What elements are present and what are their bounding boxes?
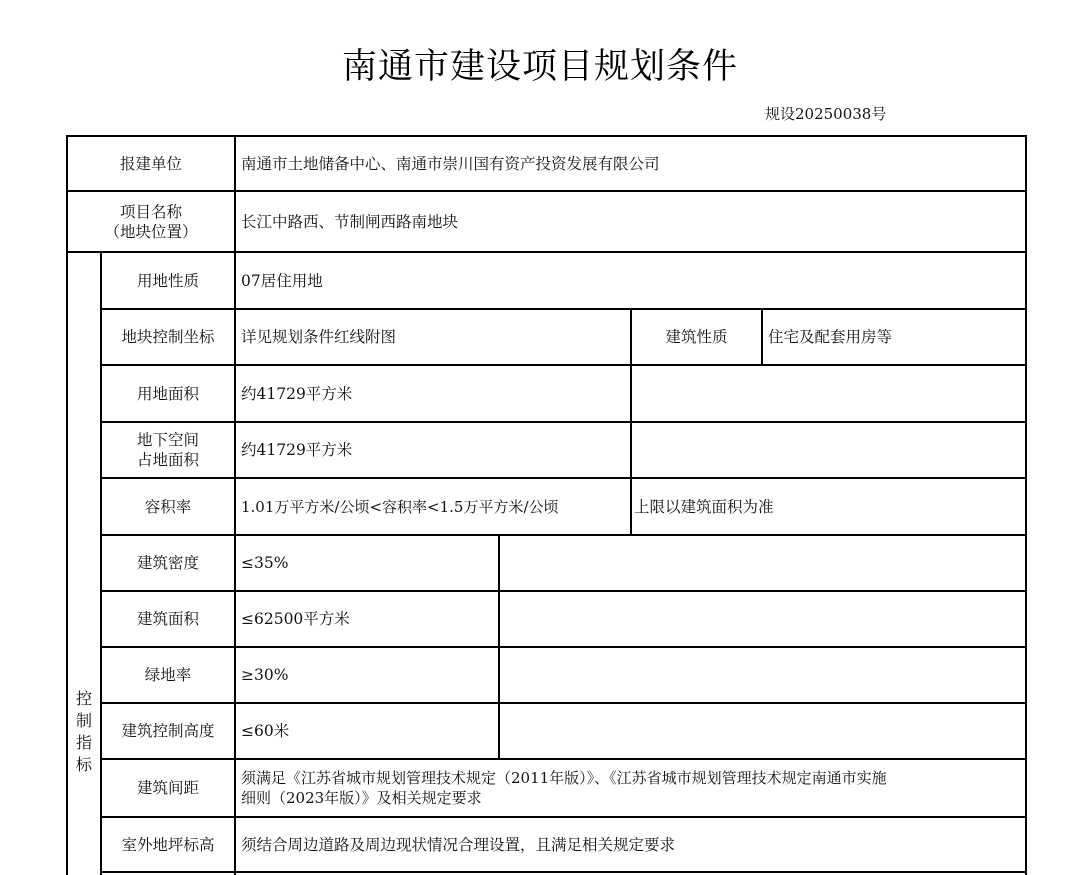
side-label-char: 控 [75, 689, 92, 708]
project-name-label [68, 192, 234, 251]
spacing-label: 建筑间距 [136, 779, 199, 797]
building-nature-value: 住宅及配套用房等 [768, 328, 893, 346]
applicant-value: 南通市土地储备中心、南通市崇川国有资产投资发展有限公司 [241, 154, 660, 173]
underground-area-label-line1: 地下空间 [136, 431, 199, 449]
building-density-label: 建筑密度 [136, 554, 199, 572]
document-title: 南通市建设项目规划条件 [341, 47, 738, 87]
spacing-value-line1: 须满足《江苏省城市规划管理技术规定（2011年版）》、《江苏省城市规划管理技术规定南通市实施 [241, 769, 887, 787]
ground-level-label: 室外地坪标高 [121, 835, 215, 854]
table-row-divider [100, 871, 1027, 873]
control-coords-label: 地块控制坐标 [121, 328, 215, 346]
narrow-column-divider [498, 534, 500, 758]
land-use-label: 用地性质 [136, 271, 199, 290]
land-area-label: 用地面积 [136, 384, 199, 403]
side-label-char: 指 [75, 733, 92, 752]
far-label: 容积率 [144, 497, 192, 516]
applicant-label: 报建单位 [119, 154, 182, 173]
floor-area-value: ≤62500平方米 [241, 610, 350, 628]
underground-area-label-line2: 占地面积 [136, 451, 199, 469]
land-area-value: 约41729平方米 [241, 384, 353, 403]
height-limit-label: 建筑控制高度 [121, 722, 215, 740]
side-label-char: 标 [75, 755, 92, 774]
height-limit-value: ≤60米 [241, 722, 290, 740]
spacing-value [236, 760, 1025, 816]
far-note: 上限以建筑面积为准 [634, 497, 774, 516]
land-use-value: 07居住用地 [241, 271, 323, 290]
building-density-value: ≤35% [241, 554, 289, 572]
ground-level-value: 须结合周边道路及周边现状情况合理设置，且满足相关规定要求 [241, 835, 676, 854]
green-ratio-value: ≥30% [241, 666, 289, 684]
table-border-right [1025, 135, 1027, 875]
control-coords-value: 详见规划条件红线附图 [241, 328, 397, 346]
floor-area-label: 建筑面积 [136, 610, 199, 628]
control-indicators-side-label [68, 688, 100, 778]
spacing-value-line2: 细则（2023年版）》及相关规定要求 [241, 789, 482, 807]
underground-area-value: 约41729平方米 [241, 441, 353, 459]
underground-area-label [102, 423, 234, 477]
project-name-value: 长江中路西、节制闸西路南地块 [241, 212, 459, 231]
far-value: 1.01万平方米/公顷<容积率<1.5万平方米/公顷 [241, 497, 559, 516]
green-ratio-label: 绿地率 [144, 666, 192, 684]
side-label-char: 制 [75, 711, 92, 730]
building-nature-label: 建筑性质 [665, 328, 728, 346]
project-name-label-line2: （地块位置） [104, 222, 198, 241]
project-name-label-line1: 项目名称 [119, 202, 182, 221]
document-number: 规设20250038号 [765, 105, 887, 123]
